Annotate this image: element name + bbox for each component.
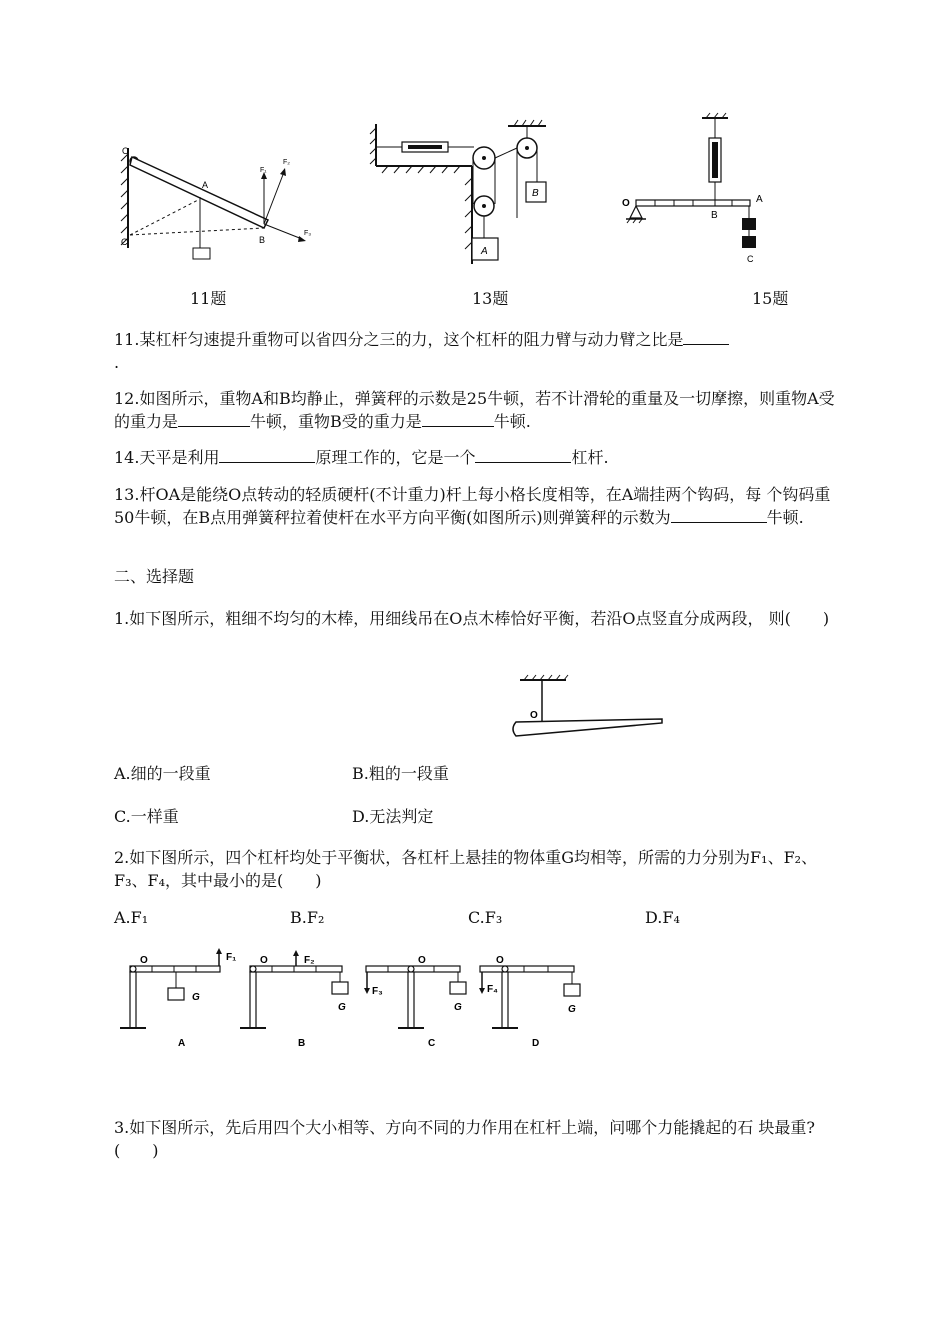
- q2-panel-c: [364, 955, 466, 1049]
- q2-panel-c-pivot: O: [418, 955, 426, 966]
- fig15-label-o: O: [622, 198, 630, 209]
- question-11: 11.某杠杆匀速提升重物可以省四分之三的力，这个杠杆的阻力臂与动力臂之比是 .: [114, 328, 838, 374]
- q2-panel-a: [120, 948, 236, 1049]
- q1-option-d[interactable]: D.无法判定: [352, 807, 434, 826]
- choice-question-1-stem: 1.如下图所示，粗细不均匀的木棒，用细线吊在O点木棒恰好平衡，若沿O点竖直分成两段， 则( ): [114, 609, 830, 628]
- section-title: 二、选择题: [114, 567, 195, 586]
- question-12: 12.如图所示，重物A和B均静止，弹簧秤的示数是25牛顿，若不计滑轮的重量及一切摩擦，则重物A受的重力是 牛顿，重物B受的重力是 牛顿.: [114, 389, 835, 431]
- fig15-label-c: C: [747, 254, 754, 264]
- fig11-label-b: B: [259, 235, 266, 245]
- q2-four-levers-figure: [118, 948, 598, 1052]
- q2-panel-a-pivot: O: [140, 955, 148, 966]
- q1-label-o: O: [530, 710, 538, 721]
- fig11-label-f1: F₁: [260, 167, 267, 174]
- figure-15-lever-spring-diagram: [618, 112, 788, 268]
- question-13: 13.杆OA是能绕O点转动的轻质硬杆(不计重力)杆上每小格长度相等，在A端挂两个钩码，每 个钩码重50牛顿，在B点用弹簧秤拉着使杆在水平方向平衡(如图所示)则弹簧秤的示数为 牛顿.: [114, 485, 831, 527]
- q1-option-a[interactable]: A.细的一段重: [114, 764, 211, 783]
- q2-option-b[interactable]: B.F₂: [290, 908, 325, 927]
- q2-option-c[interactable]: C.F₃: [468, 908, 503, 927]
- q2-panel-b-letter: B: [298, 1038, 306, 1049]
- fig13-caption: 13题: [472, 289, 509, 308]
- choice-question-2-stem: 2.如下图所示，四个杠杆均处于平衡状，各杠杆上悬挂的物体重G均相等，所需的力分别为F₁、F₂、F₃、F₄，其中最小的是( ): [114, 848, 818, 890]
- fig11-label-a: A: [202, 180, 209, 190]
- q2-panel-d-weight: G: [568, 1004, 576, 1015]
- q1-uneven-stick-figure: [508, 674, 666, 742]
- q2-panel-b: [240, 950, 348, 1049]
- q2-panel-c-weight: G: [454, 1002, 462, 1013]
- q2-panel-a-weight: G: [192, 992, 200, 1003]
- q1-option-c[interactable]: C.一样重: [114, 807, 179, 826]
- q2-panel-a-force: F₁: [226, 952, 237, 963]
- q12-blank-a-weight[interactable]: [178, 411, 250, 427]
- q2-panel-b-force: F₂: [304, 955, 315, 966]
- fig15-label-a: A: [756, 194, 763, 205]
- figure-11-lever-diagram: [118, 140, 318, 265]
- q14-blank-lever-type[interactable]: [475, 447, 571, 463]
- q2-panel-d-letter: D: [532, 1038, 540, 1049]
- fig11-label-c: C: [121, 237, 128, 247]
- q2-panel-d-force: F₄: [487, 984, 498, 995]
- q14-blank-principle[interactable]: [219, 447, 315, 463]
- q2-panel-b-pivot: O: [260, 955, 268, 966]
- q2-panel-c-force: F₃: [372, 986, 383, 997]
- fig15-caption: 15题: [752, 289, 789, 308]
- fig13-label-b: B: [532, 188, 539, 199]
- q2-option-a[interactable]: A.F₁: [114, 908, 149, 927]
- fig11-label-f3: F₃: [304, 230, 312, 237]
- choice-question-3-stem: 3.如下图所示，先后用四个大小相等、方向不同的力作用在杠杆上端，问哪个力能撬起的石 块最重?( ): [114, 1118, 815, 1160]
- fig13-label-a: A: [481, 246, 488, 257]
- figure-13-pulley-diagram: [368, 118, 568, 266]
- fig11-label-o: O: [122, 146, 130, 156]
- q1-option-b[interactable]: B.粗的一段重: [352, 764, 449, 783]
- q12-blank-b-weight[interactable]: [422, 411, 494, 427]
- q2-panel-b-weight: G: [338, 1002, 346, 1013]
- q2-panel-a-letter: A: [178, 1038, 186, 1049]
- fig15-label-b: B: [711, 210, 718, 221]
- q2-panel-d-pivot: O: [496, 955, 504, 966]
- fig11-caption: 11题: [190, 289, 227, 308]
- q11-answer-blank[interactable]: [683, 329, 729, 345]
- q13-blank-reading[interactable]: [671, 507, 767, 523]
- q2-option-d[interactable]: D.F₄: [645, 908, 680, 927]
- q2-panel-c-letter: C: [428, 1038, 436, 1049]
- question-14: 14.天平是利用 原理工作的，它是一个 杠杆.: [114, 448, 609, 467]
- fig11-label-f2: F₂: [283, 159, 290, 166]
- q2-panel-d: [479, 955, 580, 1049]
